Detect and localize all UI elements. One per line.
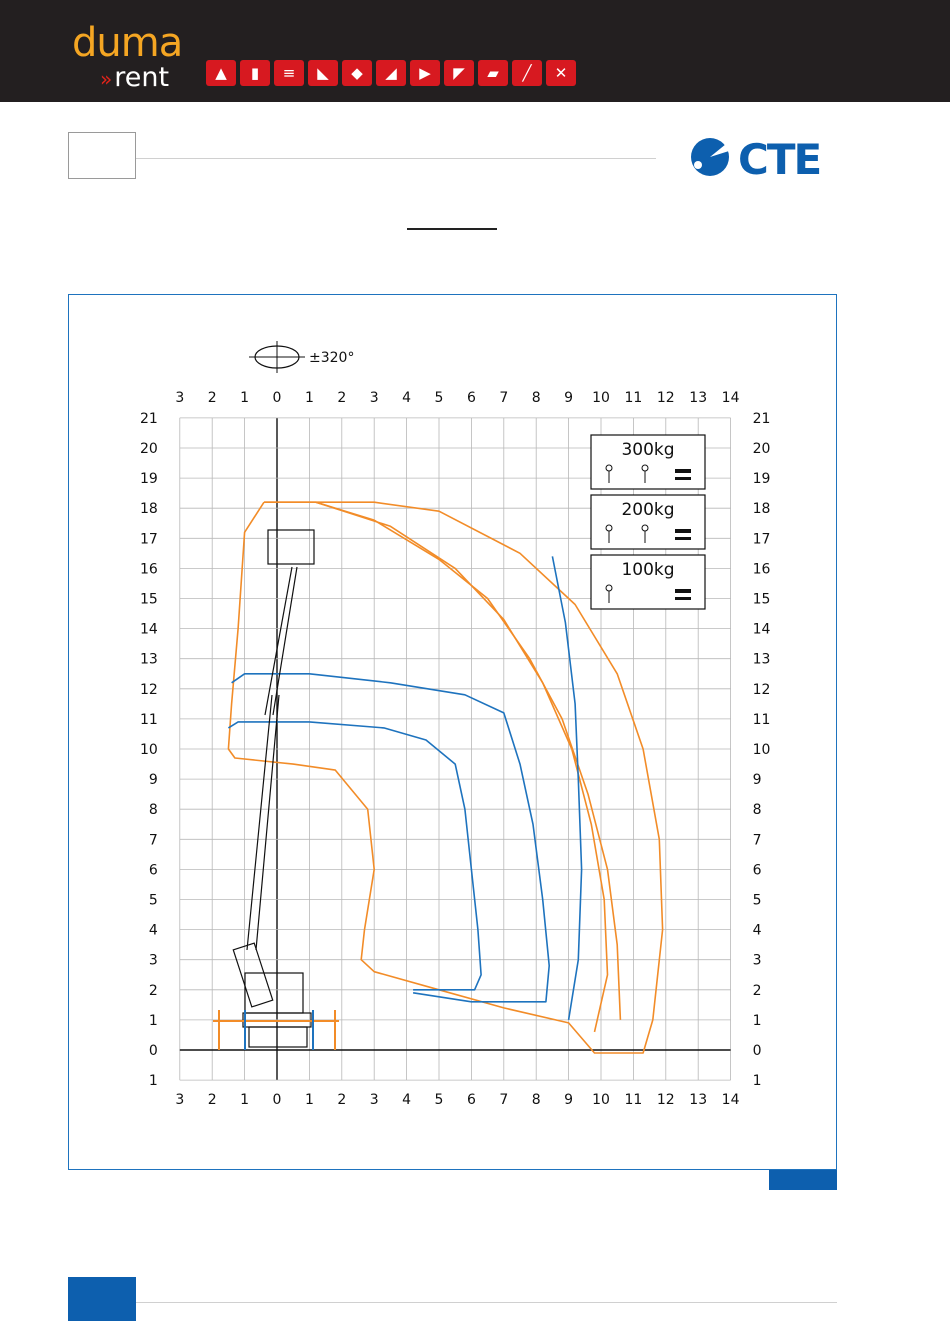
logo-duma-text: duma [72,20,183,66]
x-tick-label: 5 [434,1092,444,1109]
y-tick-label: 1 [148,1012,158,1029]
load-label: 100kg [621,560,675,580]
dumper-icon[interactable]: ◢ [376,60,406,86]
tools-icon [675,537,691,540]
x-tick-label: 9 [564,389,574,406]
x-tick-label: 3 [369,389,379,406]
working-range-diagram [69,295,838,1171]
y-tick-label: 21 [752,410,771,427]
skid-steer-icon[interactable]: ◆ [342,60,372,86]
aerial-platform-drawing [213,530,339,1050]
mini-excavator-icon[interactable]: ◣ [308,60,338,86]
title-underline [407,228,497,230]
x-tick-label: 1 [304,1092,314,1109]
x-tick-label: 11 [624,389,643,406]
tools-icon [675,597,691,600]
x-tick-label: 5 [434,389,444,406]
y-tick-label: 19 [139,471,158,488]
load-legend [591,435,705,609]
y-tick-label: 1 [148,1073,158,1090]
y-tick-label: 10 [139,742,158,758]
y-tick-label: 8 [752,802,762,819]
y-tick-label: 6 [752,862,762,879]
x-tick-label: 6 [466,389,476,406]
x-tick-label: 8 [531,1092,541,1109]
working-range-chart [68,294,837,1170]
y-tick-label: 9 [752,772,762,789]
x-tick-label: 11 [624,1092,643,1109]
y-tick-label: 3 [752,952,762,969]
y-tick-label: 2 [148,982,158,999]
page-number-box [68,132,136,179]
y-tick-label: 8 [148,802,158,819]
tools-icon [675,589,691,593]
chart-corner-tab [769,1170,837,1190]
x-tick-label: 3 [175,1092,185,1109]
y-tick-label: 21 [139,410,158,427]
x-tick-label: 10 [592,389,610,406]
y-tick-label: 20 [752,441,771,457]
y-tick-label: 19 [752,471,771,488]
y-tick-label: 15 [752,591,771,608]
y-tick-label: 2 [752,982,762,999]
y-tick-label: 17 [752,531,771,548]
machine-category-icons [206,60,576,86]
x-tick-label: 12 [656,389,675,406]
logo-rent-word: rent [114,62,170,93]
range-curve [552,556,581,1020]
logo-chevron: » [100,67,113,91]
cte-logo [690,136,835,182]
y-tick-label: 18 [139,501,158,518]
scissor-lift-icon[interactable]: ≡ [274,60,304,86]
x-tick-label: 14 [721,389,740,406]
x-tick-label: 3 [175,389,185,406]
x-tick-label: 4 [402,1092,412,1109]
y-tick-label: 0 [752,1043,762,1059]
x-tick-label: 4 [402,389,412,406]
y-tick-label: 5 [148,892,158,909]
logo-rent-text [100,62,169,93]
x-tick-label: 6 [466,1092,476,1109]
y-tick-label: 11 [139,711,158,728]
header-divider [136,158,656,159]
tools-icon [675,529,691,533]
y-tick-label: 15 [139,591,158,608]
range-curve [316,502,608,1032]
y-tick-label: 0 [148,1043,158,1059]
x-tick-label: 14 [721,1092,740,1109]
y-tick-label: 11 [752,711,771,728]
spider-lift-icon[interactable]: ✕ [546,60,576,86]
excavator-icon[interactable]: ◤ [444,60,474,86]
x-tick-label: 2 [207,1092,217,1109]
y-tick-label: 18 [752,501,771,518]
tools-icon [675,477,691,480]
x-tick-label: 10 [592,1092,610,1109]
y-tick-label: 16 [139,561,158,578]
telehandler-icon[interactable]: ▰ [478,60,508,86]
y-tick-label: 1 [752,1012,762,1029]
y-tick-label: 14 [139,621,158,638]
y-tick-label: 20 [139,441,158,457]
loader-icon[interactable]: ▲ [206,60,236,86]
y-tick-label: 13 [752,651,771,668]
y-tick-label: 12 [139,681,158,698]
x-tick-label: 0 [272,1092,282,1109]
x-tick-label: 9 [564,1092,574,1109]
x-tick-label: 2 [337,1092,347,1109]
brand-header-bar [0,0,950,102]
truck-cab [245,973,303,1013]
x-tick-label: 12 [656,1092,675,1109]
y-tick-label: 6 [148,862,158,879]
y-tick-label: 10 [752,742,771,758]
y-tick-label: 13 [139,651,158,668]
y-tick-label: 4 [148,922,158,939]
x-tick-label: 1 [240,1092,250,1109]
y-tick-label: 9 [148,772,158,789]
rotation-indicator [249,341,354,373]
load-label: 200kg [621,500,675,520]
range-curve [264,502,620,1020]
platform-basket [268,530,314,564]
x-tick-label: 2 [337,389,347,406]
x-tick-label: 7 [499,389,509,406]
x-tick-label: 13 [689,1092,708,1109]
x-tick-label: 2 [207,389,217,406]
y-tick-label: 14 [752,621,771,638]
y-tick-label: 12 [752,681,771,698]
y-tick-label: 16 [752,561,771,578]
footer-divider [136,1302,837,1303]
y-tick-label: 4 [752,922,762,939]
x-tick-label: 8 [531,389,541,406]
y-tick-label: 1 [752,1073,762,1090]
x-tick-label: 7 [499,1092,509,1109]
footer-page-box [68,1277,136,1321]
y-tick-label: 17 [139,531,158,548]
x-tick-label: 1 [240,389,250,406]
cte-wordmark: CTE [738,136,821,178]
y-tick-label: 5 [752,892,762,909]
range-curve [232,674,550,1002]
x-tick-label: 1 [304,389,314,406]
x-tick-label: 3 [369,1092,379,1109]
x-tick-label: 13 [689,389,708,406]
y-tick-label: 7 [752,832,762,849]
backhoe-icon[interactable]: ▶ [410,60,440,86]
load-label: 300kg [621,440,675,460]
tools-icon [675,469,691,473]
x-tick-label: 0 [272,389,282,406]
boom-lift-icon[interactable]: ╱ [512,60,542,86]
y-tick-label: 7 [148,832,158,849]
y-tick-label: 3 [148,952,158,969]
rotation-label: ±320° [309,350,355,366]
forklift-icon[interactable]: ▮ [240,60,270,86]
